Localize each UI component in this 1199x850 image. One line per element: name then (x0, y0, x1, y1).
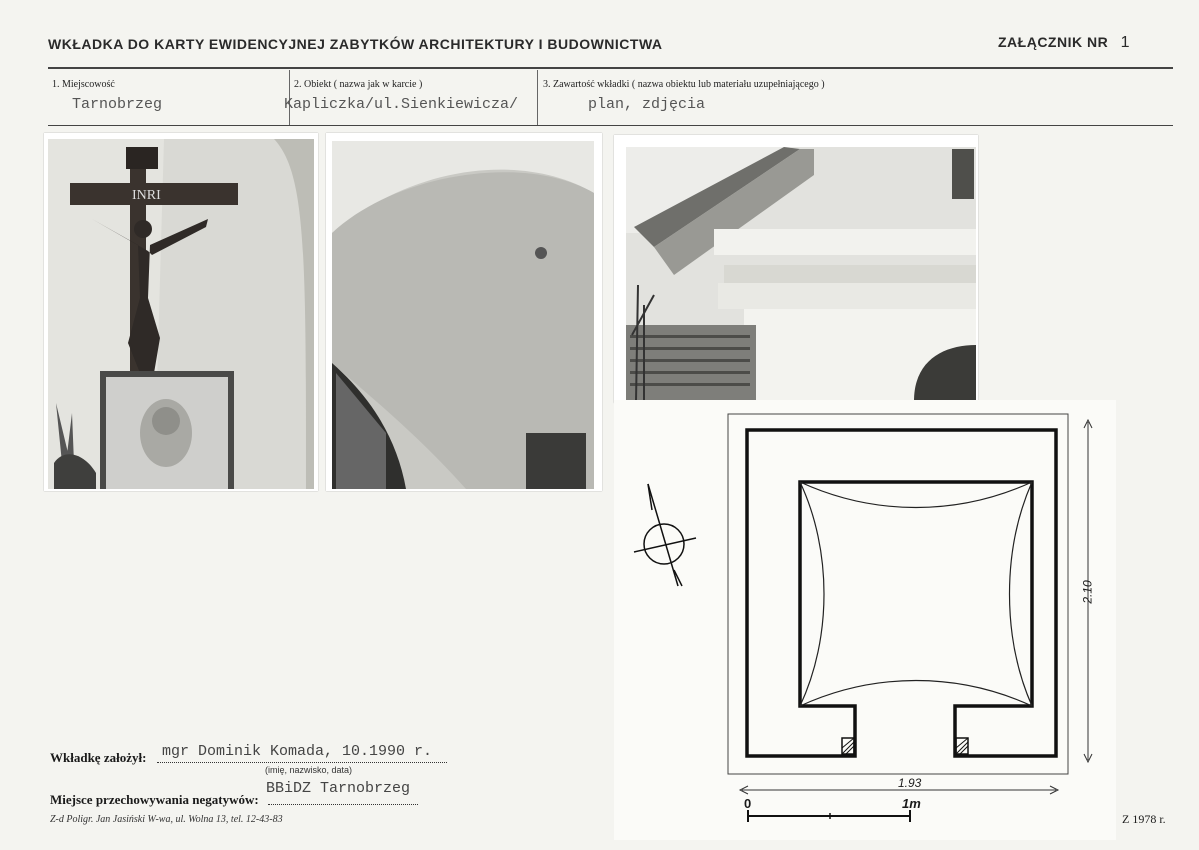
north-arrow-icon (634, 484, 696, 586)
author-hint: (imię, nazwisko, data) (265, 765, 353, 775)
photo-crucifix (44, 133, 318, 491)
form-code: Z 1978 r. (1122, 812, 1166, 826)
plan-width-dimension: 1.93 (898, 776, 922, 790)
field-object-label: 2. Obiekt ( nazwa jak w karcie ) (294, 79, 423, 90)
annex-label-text: ZAŁĄCZNIK NR (998, 34, 1109, 50)
photo-exterior (614, 135, 978, 403)
header-rule-top (48, 67, 1173, 69)
annex-number: 1 (1120, 34, 1131, 51)
scale-start-label: 0 (744, 796, 752, 811)
scale-end-label: 1m (902, 796, 921, 811)
field-contents-label: 3. Zawartość wkładki ( nazwa obiektu lub materiału uzupełniającego ) (543, 79, 825, 90)
field-locality-label: 1. Miejscowość (52, 79, 115, 90)
document-title: WKŁADKA DO KARTY EWIDENCYJNEJ ZABYTKÓW ARCHITEKTURY I BUDOWNICTWA (48, 36, 663, 52)
printer-imprint: Z-d Poligr. Jan Jasiński W-wa, ul. Wolna 13, tel. 12-43-83 (50, 814, 283, 825)
plan-height-dimension: 2.10 (1080, 580, 1095, 604)
header-rule-bottom (48, 125, 1173, 126)
field-divider-2 (537, 70, 538, 125)
photo-vault (326, 133, 602, 491)
author-dotted-line (157, 761, 447, 763)
storage-value: BBiDZ Tarnobrzeg (266, 780, 411, 797)
inri-inscription: INRI (132, 188, 161, 203)
field-contents-value: plan, zdjęcia (588, 96, 706, 113)
floor-plan-sheet (614, 400, 1116, 840)
field-locality-value: Tarnobrzeg (72, 96, 163, 113)
annex-label (998, 34, 1130, 52)
author-label: Wkładkę założył: (50, 750, 147, 765)
storage-label: Miejsce przechowywania negatywów: (50, 792, 259, 807)
author-value: mgr Dominik Komada, 10.1990 r. (162, 743, 433, 760)
storage-dotted-line (268, 803, 418, 805)
field-object-value: Kapliczka/ul.Sienkiewicza/ (284, 96, 519, 113)
